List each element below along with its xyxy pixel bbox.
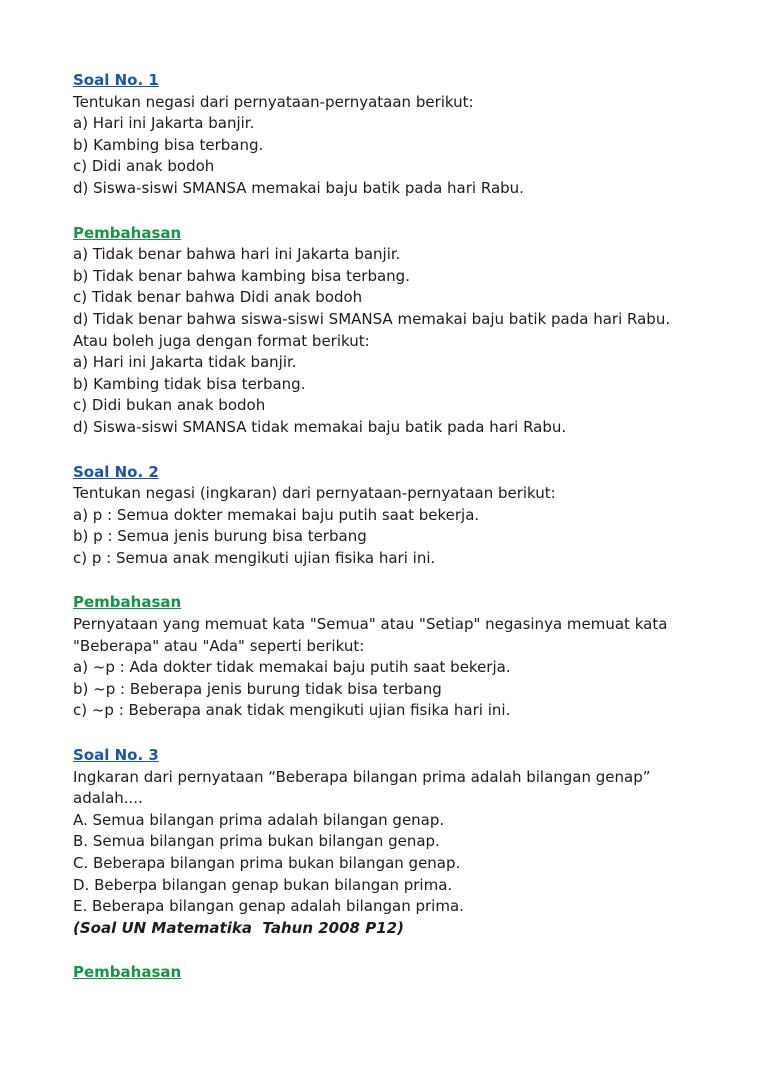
text-line: Atau boleh juga dengan format berikut: — [73, 331, 370, 350]
text-line: c) ~p : Beberapa anak tidak mengikuti ujian fisika hari ini. — [73, 701, 511, 720]
text-line: Tentukan negasi (ingkaran) dari pernyataan-pernyataan berikut: — [73, 484, 556, 503]
text-line: D. Beberpa bilangan genap bukan bilangan prima. — [73, 875, 453, 894]
text-line: b) Tidak benar bahwa kambing bisa terbang. — [73, 266, 410, 285]
soal-3-body — [73, 767, 673, 940]
text-line: c) Didi bukan anak bodoh — [73, 396, 266, 415]
pembahasan-1-body — [73, 244, 673, 330]
text-line: Pernyataan yang memuat kata "Semua" atau "Setiap" negasinya memuat kata "Beberapa" atau "Ada" seperti berikut: — [73, 615, 673, 655]
text-line: B. Semua bilangan prima bukan bilangan genap. — [73, 832, 440, 851]
text-line: a) ~p : Ada dokter tidak memakai baju putih saat bekerja. — [73, 658, 511, 677]
document-content — [73, 70, 673, 984]
soal-1-heading: Soal No. 1 — [73, 71, 159, 89]
soal-3-heading: Soal No. 3 — [73, 746, 159, 765]
text-line: b) ~p : Beberapa jenis burung tidak bisa terbang — [73, 679, 442, 698]
pembahasan-3-heading: Pembahasan — [73, 963, 182, 982]
soal-2-heading: Soal No. 2 — [73, 462, 159, 481]
text-line: a) Tidak benar bahwa hari ini Jakarta banjir. — [73, 245, 401, 264]
soal-2-body — [73, 483, 673, 569]
text-line: b) Kambing bisa terbang. — [73, 135, 264, 154]
text-line: a) Hari ini Jakarta banjir. — [73, 114, 255, 133]
text-line: b) Kambing tidak bisa terbang. — [73, 374, 306, 393]
text-line: c) p : Semua anak mengikuti ujian fisika hari ini. — [73, 548, 436, 567]
text-line: d) Tidak benar bahwa siswa-siswi SMANSA memakai baju batik pada hari Rabu. — [73, 309, 671, 328]
text-line: a) p : Semua dokter memakai baju putih saat bekerja. — [73, 505, 480, 524]
pembahasan-1-alternate — [73, 331, 673, 439]
text-line: d) Siswa-siswi SMANSA tidak memakai baju batik pada hari Rabu. — [73, 417, 567, 436]
text-line: E. Beberapa bilangan genap adalah bilangan prima. — [73, 897, 464, 916]
pembahasan-2-body — [73, 614, 673, 722]
text-line: c) Tidak benar bahwa Didi anak bodoh — [73, 288, 363, 307]
text-line: (Soal UN Matematika Tahun 2008 P12) — [73, 918, 404, 937]
text-line: A. Semua bilangan prima adalah bilangan genap. — [73, 810, 445, 829]
text-line: Tentukan negasi dari pernyataan-pernyataan berikut: — [73, 92, 474, 111]
soal-1-body — [73, 92, 673, 200]
text-line: d) Siswa-siswi SMANSA memakai baju batik pada hari Rabu. — [73, 178, 524, 197]
text-line: b) p : Semua jenis burung bisa terbang — [73, 527, 367, 546]
text-line: C. Beberapa bilangan prima bukan bilangan genap. — [73, 854, 461, 872]
pembahasan-1-heading: Pembahasan — [73, 223, 182, 242]
text-line: Ingkaran dari pernyataan “Beberapa bilangan prima adalah bilangan genap” adalah.... — [73, 767, 656, 808]
pembahasan-2-heading: Pembahasan — [73, 593, 182, 612]
text-line: c) Didi anak bodoh — [73, 157, 215, 176]
text-line: a) Hari ini Jakarta tidak banjir. — [73, 353, 297, 372]
